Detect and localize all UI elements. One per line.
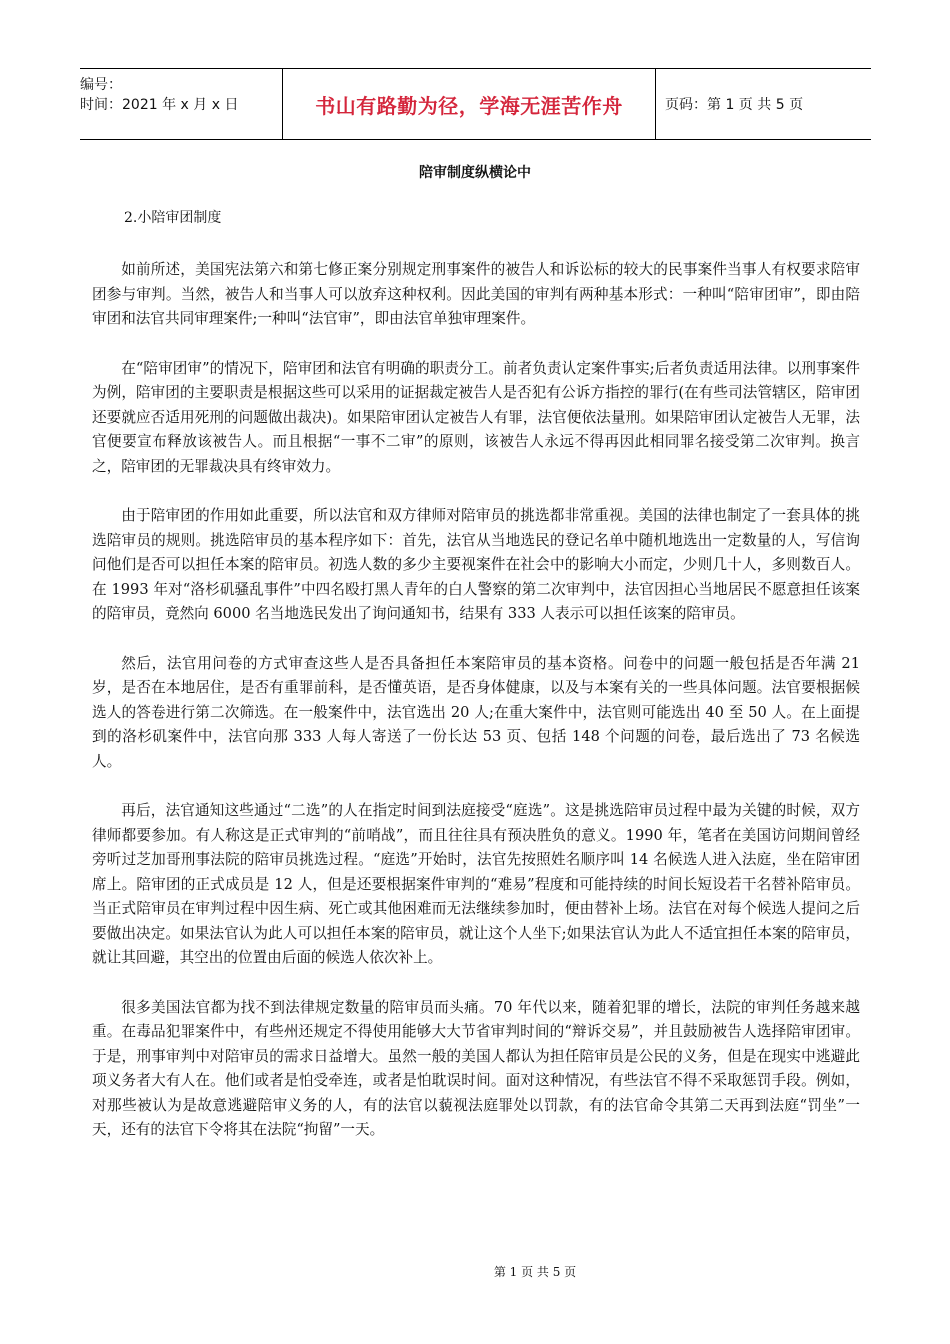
body-paragraph: 再后，法官通知这些通过“二选”的人在指定时间到法庭接受“庭选”。这是挑选陪审员过程中最为关键的时候，双方律师都要参加。有人称这是正式审判的“前哨战”，而且往往具有预决胜负的意义。1990 年，笔者在美国访问期间曾经旁听过芝加哥刑事法院的陪审员挑选过程。“庭选”开始时，法官先按照姓名顺序叫 14 名候选人进入法庭，坐在陪审团席上。陪审团的正式成员是 12 人，但是还要根据案件审判的“难易”程度和可能持续的时间长短设若干名替补陪审员。当正式陪审员在审判过程中因生病、死亡或其他困难而无法继续参加时，便由替补上场。法官在对每个候选人提问之后要做出决定。如果法官认为此人可以担任本案的陪审员，就让这个人坐下;如果法官认为此人不适宜担任本案的陪审员，就让其回避，其空出的位置由后面的候选人依次补上。 [92,802,860,966]
date-label: 时间：2021 年 x 月 x 日 [80,97,239,113]
body-paragraph: 由于陪审团的作用如此重要，所以法官和双方律师对陪审员的挑选都非常重视。美国的法律也制定了一套具体的挑选陪审员的规则。挑选陪审员的基本程序如下：首先，法官从当地选民的登记名单中随机地选出一定数量的人，写信询问他们是否可以担任本案的陪审员。初选人数的多少主要视案件在社会中的影响大小而定，少则几十人，多则数百人。在 1993 年对“洛杉矶骚乱事件”中四名殴打黑人青年的白人警察的第二次审判中，法官因担心当地居民不愿意担任该案的陪审员，竟然向 6000 名当地选民发出了询问通知书，结果有 333 人表示可以担任该案的陪审员。 [92,507,860,622]
body-paragraph: 如前所述，美国宪法第六和第七修正案分别规定刑事案件的被告人和诉讼标的较大的民事案件当事人有权要求陪审团参与审判。当然，被告人和当事人可以放弃这种权利。因此美国的审判有两种基本形式：一种叫“陪审团审”，即由陪审团和法官共同审理案件;一种叫“法官审”，即由法官单独审理案件。 [92,261,860,327]
header-meta [80,69,282,139]
body-paragraph: 在“陪审团审”的情况下，陪审团和法官有明确的职责分工。前者负责认定案件事实;后者负责适用法律。以刑事案件为例，陪审团的主要职责是根据这些可以采用的证据裁定被告人是否犯有公诉方指控的罪行(在有些司法管辖区，陪审团还要就应否适用死刑的问题做出裁决)。如果陪审团认定被告人有罪，法官便依法量刑。如果陪审团认定被告人无罪，法官便要宣布释放该被告人。而且根据“一事不二审”的原则，该被告人永远不得再因此相同罪名接受第二次审判。换言之，陪审团的无罪裁决具有终审效力。 [92,359,860,475]
document-title: 陪审制度纵横论中 [419,165,531,181]
body-paragraph: 很多美国法官都为找不到法律规定数量的陪审员而头痛。70 年代以来，随着犯罪的增长，法院的审判任务越来越重。在毒品犯罪案件中，有些州还规定不得使用能够大大节省审判时间的“辩诉交易”，并且鼓励被告人选择陪审团审。于是，刑事审判中对陪审员的需求日益增大。虽然一般的美国人都认为担任陪审员是公民的义务，但是在现实中逃避此项义务者大有人在。他们或者是怕受牵连，或者是怕耽误时间。面对这种情况，有些法官不得不采取惩罚手段。例如，对那些被认为是故意逃避陪审义务的人，有的法官以藐视法庭罪处以罚款，有的法官命令其第二天再到法庭“罚坐”一天，还有的法官下令将其在法院“拘留”一天。 [92,998,860,1138]
page-footer: 第 1 页 共 5 页 [493,1265,577,1279]
page-info: 页码：第 1 页 共 5 页 [665,97,804,113]
section-heading: 2.小陪审团制度 [124,210,222,226]
header-motto [282,69,656,139]
motto-text: 书山有路勤为径，学海无涯苦作舟 [315,93,623,118]
body-paragraph: 然后，法官用问卷的方式审查这些人是否具备担任本案陪审员的基本资格。问卷中的问题一般包括是否年满 21 岁，是否在本地居住，是否有重罪前科，是否懂英语，是否身体健康，以及与本案有关的一些具体问题。法官要根据候选人的答卷进行第二次筛选。在一般案件中，法官选出 20 人;在重大案件中，法官则可能选出 40 至 50 人。在上面提到的洛杉矶案件中，法官向那 333 人每人寄送了一份长达 53 页、包括 148 个问题的问卷，最后选出了 73 名候选人。 [92,654,860,770]
document-body [92,258,860,1168]
document-header [80,68,871,140]
number-label: 编号： [80,77,122,93]
